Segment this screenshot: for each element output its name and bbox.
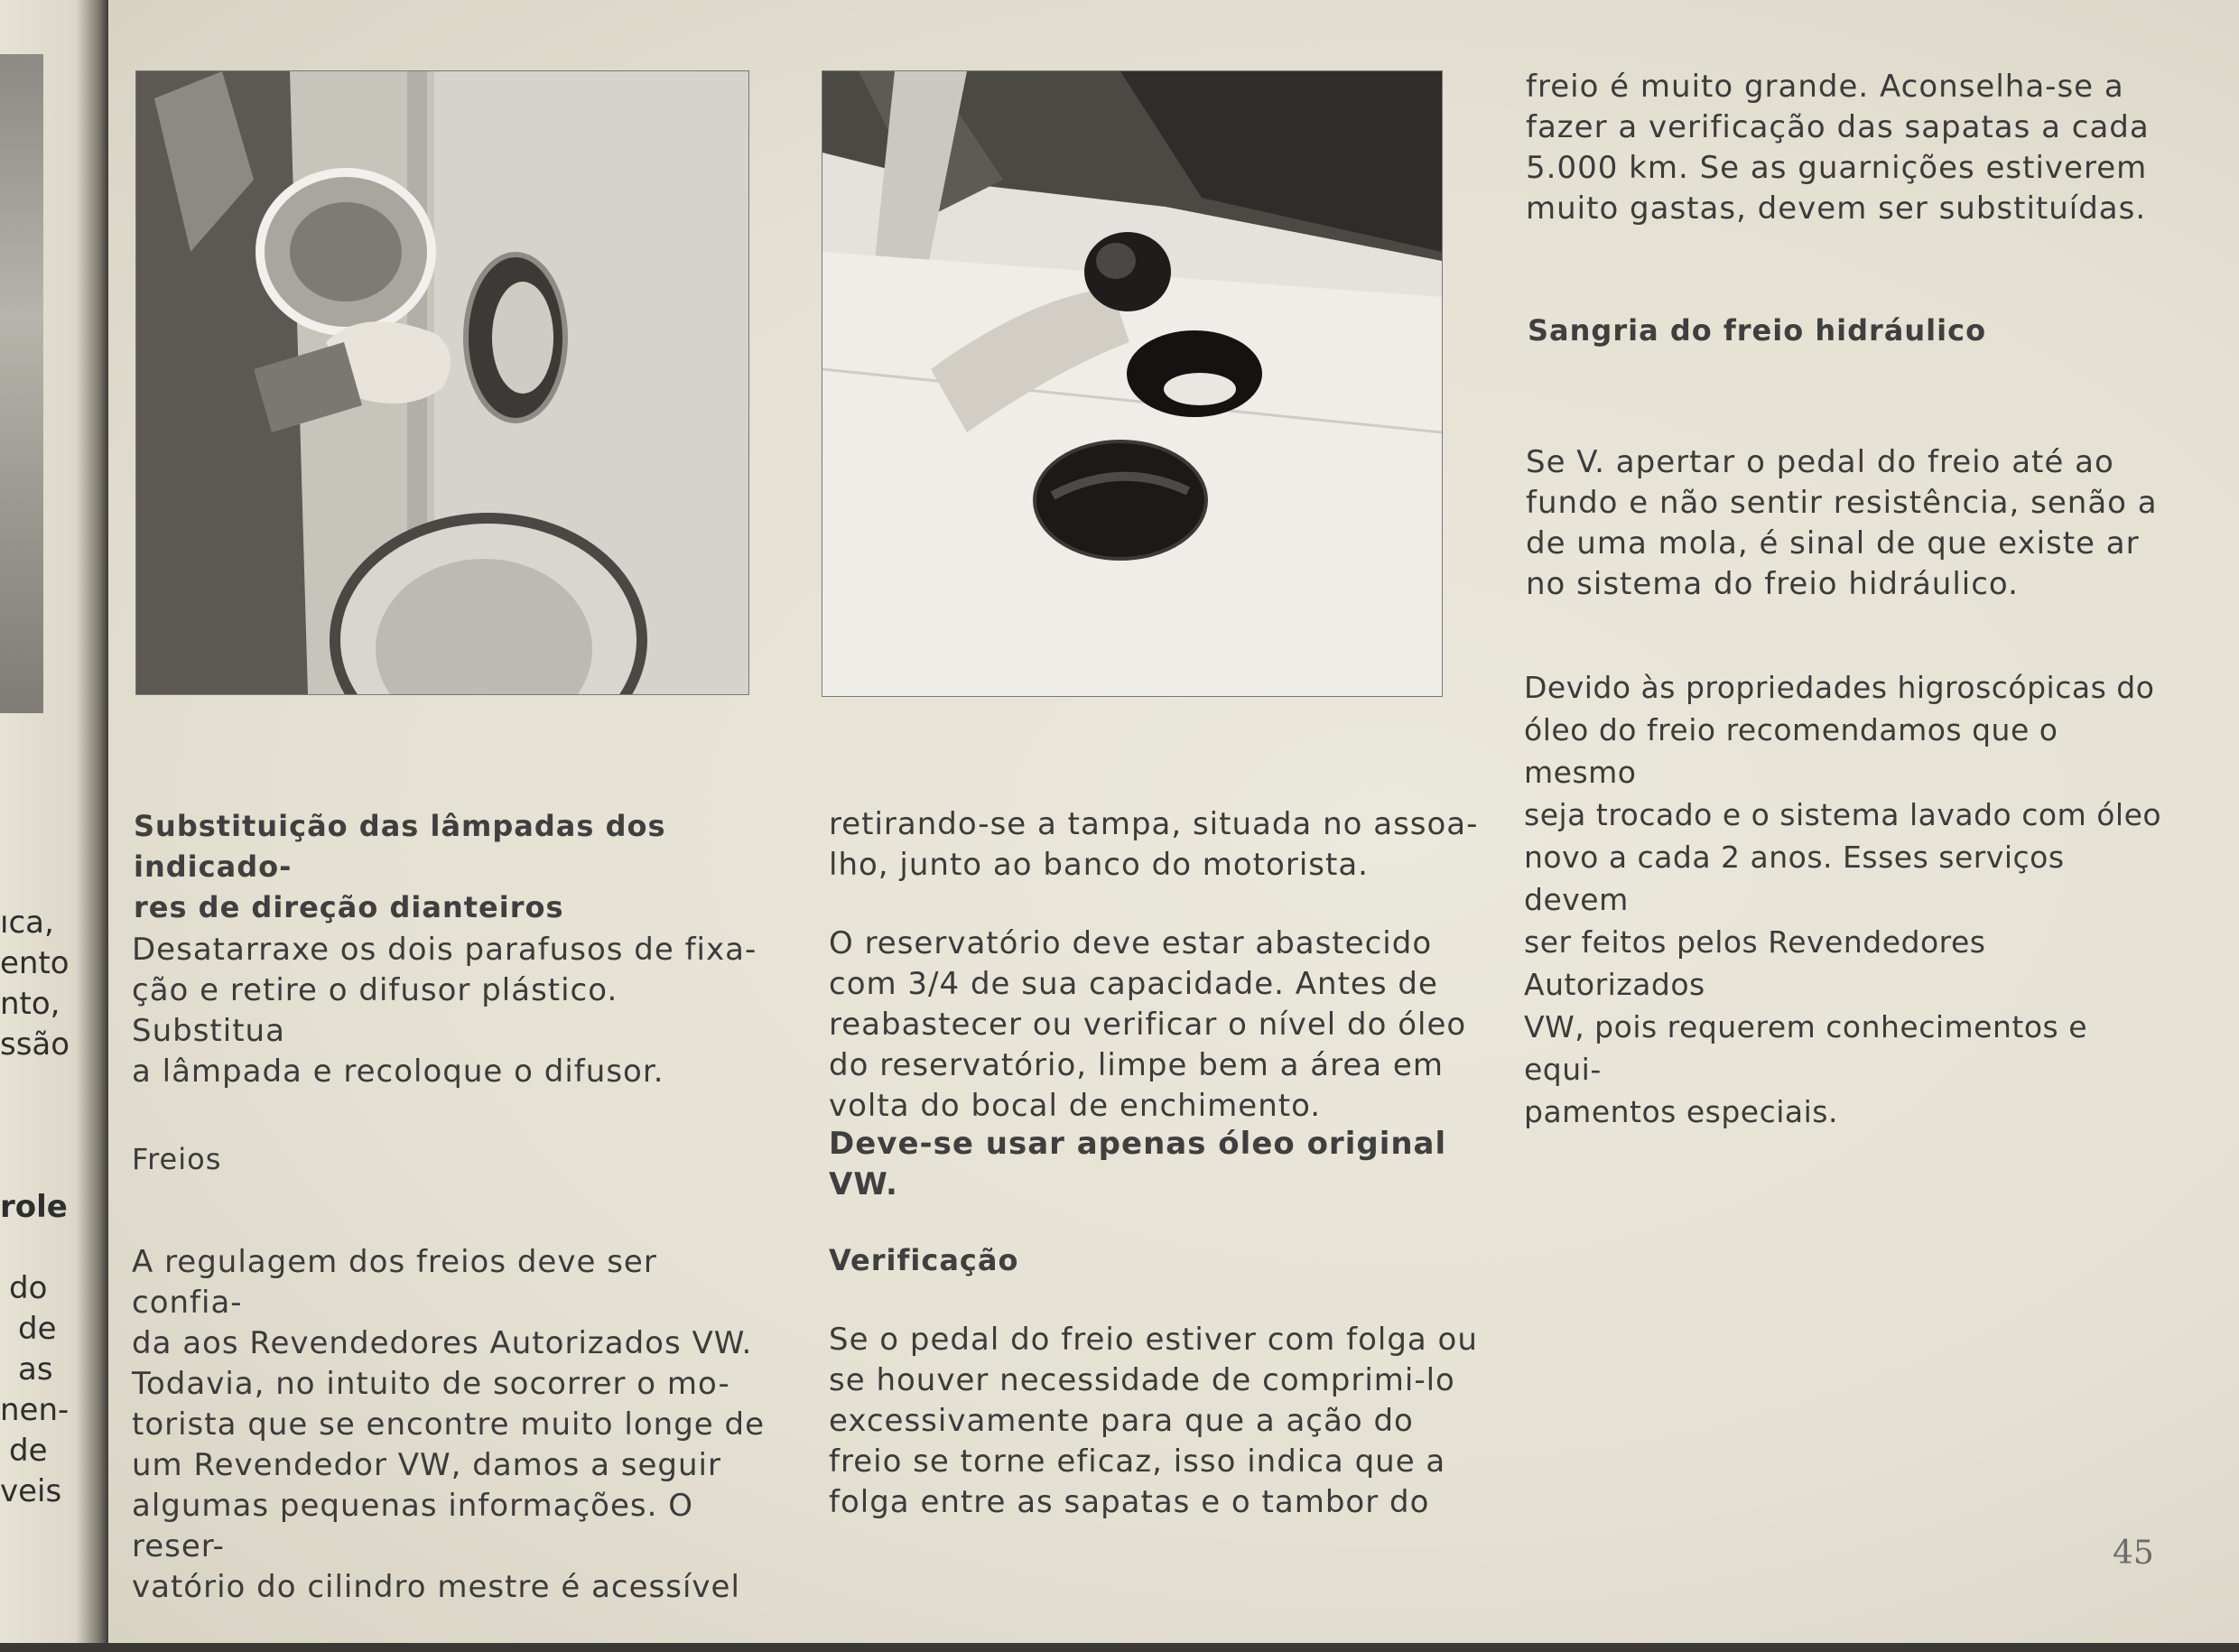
heading-turn-signal-bulbs: Substituição das lâmpadas dos indicado- res de direção dianteiros — [134, 809, 666, 924]
margin-fragment: ssão — [0, 1026, 70, 1063]
paragraph-reservoir-level: O reservatório deve estar abastecido com 3/4 de sua capacidade. Antes de reabastecer ou verificar o nível do óleo do reservatório, limpe bem a área em volta do bocal de enchimento. — [829, 925, 1467, 1124]
heading-brakes: Freios — [132, 1142, 222, 1176]
margin-fragment: role — [0, 1189, 68, 1225]
margin-fragment: as — [18, 1351, 53, 1387]
margin-fragment: veis — [0, 1473, 62, 1509]
heading-hydraulic-bleeding: Sangria do freio hidráulico — [1528, 313, 1987, 348]
previous-page-photo-fragment — [0, 54, 43, 713]
paragraph-fluid-replacement: Devido às propriedades higroscópicas do óleo do freio recomendamos que o mesmo seja trocado e o sistema lavado com óleo novo a cada 2 anos. Esses serviços devem ser feitos pelos Revendedores Autorizados VW, pois requerem conhecimentos e equi- pamentos especiais. — [1524, 670, 2162, 1129]
note-original-oil: Deve-se usar apenas óleo original VW. — [829, 1126, 1447, 1202]
margin-fragment: de — [18, 1311, 57, 1347]
paragraph-bulb-replacement: Desatarraxe os dois parafusos de fixa- ção e retire o difusor plástico. Substitua a lâmpada e recoloque o difusor. — [132, 932, 757, 1090]
margin-fragment: ıca, — [0, 905, 54, 941]
paragraph-brake-shoes: freio é muito grande. Aconselha-se a fazer a verificação das sapatas a cada 5.000 km. Se as guarnições estiverem muito gastas, devem ser substituídas. — [1526, 69, 2150, 227]
heading-verification: Verificação — [829, 1243, 1019, 1277]
margin-fragment: nto, — [0, 986, 60, 1022]
paragraph-cap-location: retirando-se a tampa, situada no assoa- lho, junto ao banco do motorista. — [829, 806, 1479, 883]
page-number: 45 — [2113, 1535, 2154, 1572]
paragraph-air-in-system: Se V. apertar o pedal do freio até ao fundo e não sentir resistência, senão a de uma mola, é sinal de que existe ar no sistema do freio hidráulico. — [1526, 444, 2158, 602]
brake-reservoir-photo-illustration — [822, 71, 1442, 696]
paragraph-brake-adjustment: A regulagem dos freios deve ser confia- da aos Revendedores Autorizados VW. Todavia, no intuito de socorrer o mo- torista que se encontre muito longe de um Revendedor VW, damos a seguir algumas pequenas informações. O reser- vatório do cilindro mestre é acessível — [132, 1244, 765, 1605]
turn-signal-photo-illustration — [136, 71, 748, 694]
turn-signal-photo — [135, 70, 749, 695]
previous-page-edge — [0, 0, 108, 1652]
margin-fragment: do — [9, 1270, 48, 1306]
margin-fragment: de — [9, 1433, 48, 1469]
brake-reservoir-photo — [822, 70, 1443, 697]
paragraph-pedal-play: Se o pedal do freio estiver com folga ou se houver necessidade de comprimi-lo excessivamente para que a ação do freio se torne eficaz, isso indica que a folga entre as sapatas e o tambor do — [829, 1322, 1478, 1520]
margin-fragment: nen- — [0, 1392, 70, 1428]
page-bottom-edge — [0, 1643, 2239, 1652]
margin-fragment: ento — [0, 945, 70, 981]
